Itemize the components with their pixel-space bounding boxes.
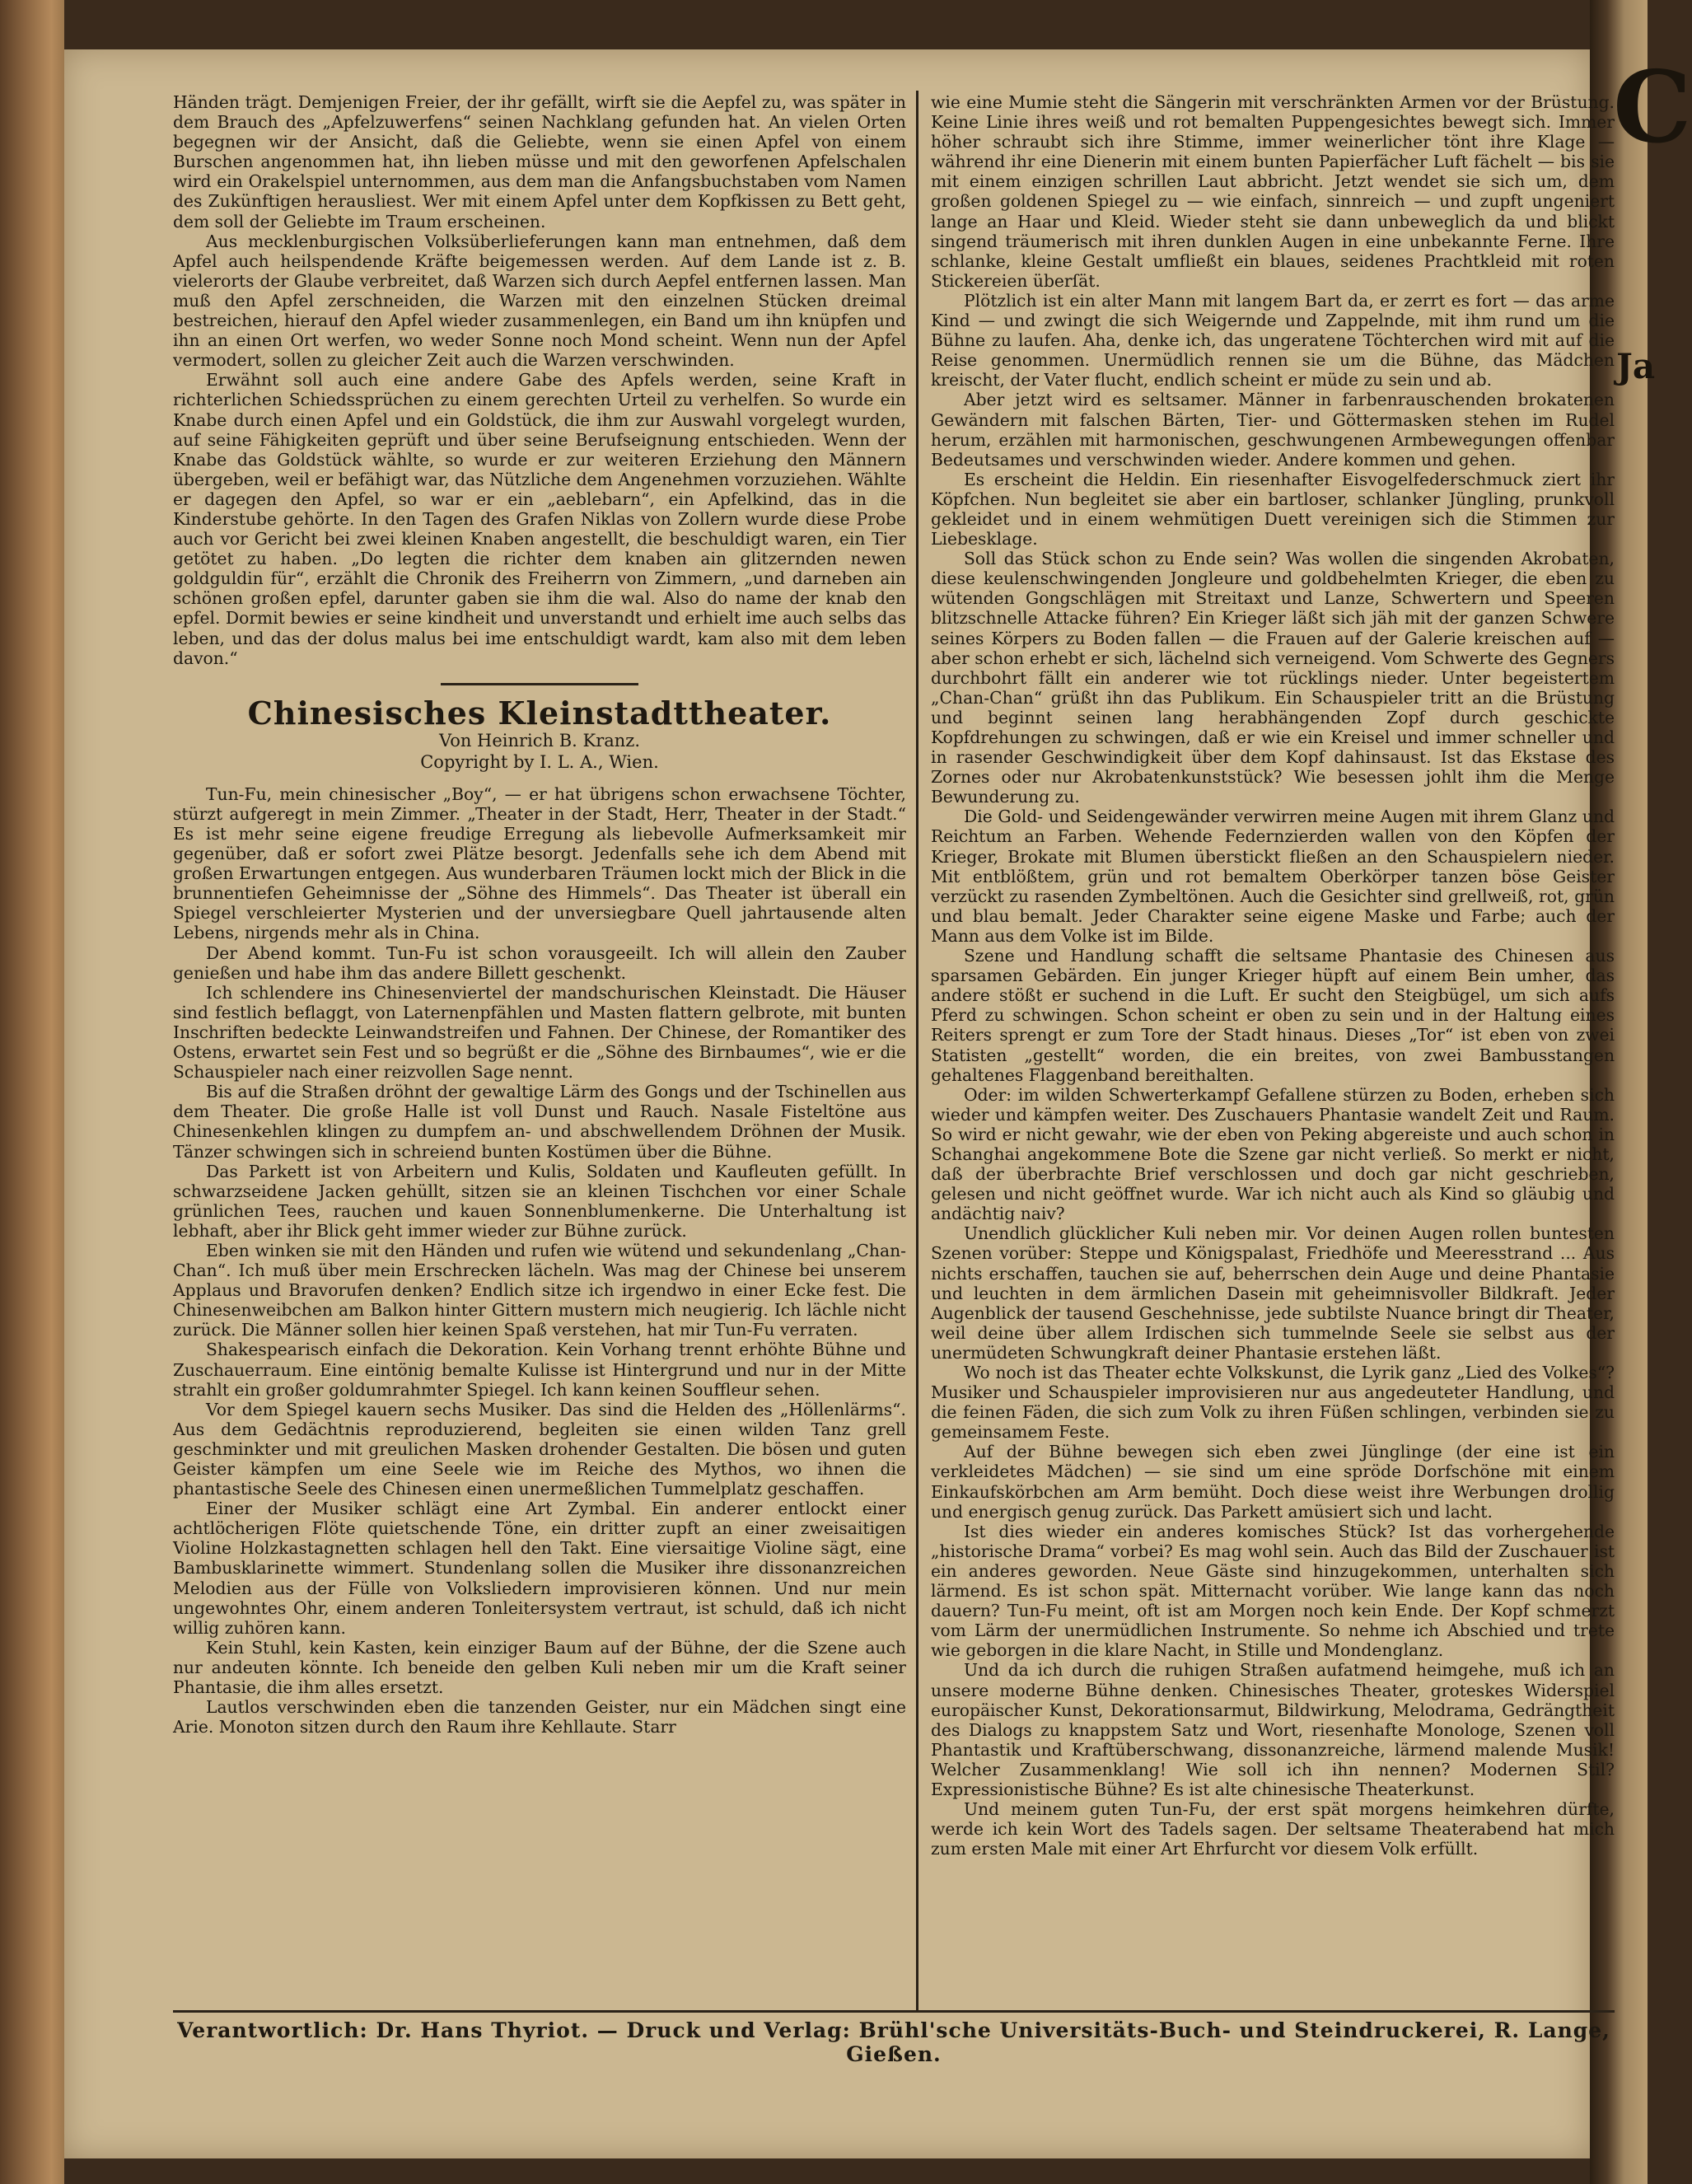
paragraph: Soll das Stück schon zu Ende sein? Was wollen die singenden Akrobaten, diese keulenschwingenden Jongleure und goldbehelmten Krieger, die eben zu wütenden Gongschlägen mit Streitaxt und Lanze, Schwertern und Speeren blitzschnelle Attacke führen? Ein Krieger läßt sich jäh mit der ganzen Schwere seines Körpers zu Boden fallen — die Frauen auf der Galerie kreischen auf — aber schon erhebt er sich, lächelnd sich verneigend. Vom Schwerte des Gegners durchbohrt fällt ein anderer wie tot rücklings nieder. Unter begeistertem „Chan-Chan“ grüßt ihn das Publikum. Ein Schauspieler tritt an die Brüstung und beginnt seinen lang herabhängenden Zopf durch geschickte Kopfdrehungen zu schwingen, daß er wie ein Kreisel und immer schneller und in rasender Geschwindigkeit über dem Kopf dahinsaust. Ist das Ekstase des Zornes oder nur Akrobatenkunststück? Wie besessen johlt ihm die Menge Bewunderung zu.	[931, 549, 1615, 807]
adjacent-page-glyph-small: Ja	[1616, 346, 1656, 386]
paragraph: Eben winken sie mit den Händen und rufen wie wütend und sekundenlang „Chan-Chan“. Ich muß über mein Erschrecken lächeln. Was mag der Chinese bei unserem Applaus und Bravorufen denken? Endlich sitze ich irgendwo in einer Ecke fest. Die Chinesenweibchen am Balkon hinter Gittern mustern mich neugierig. Ich lächle nicht zurück. Die Männer sollen hier keinen Spaß verstehen, hat mir Tun-Fu verraten.	[173, 1240, 906, 1340]
paragraph: Einer der Musiker schlägt eine Art Zymbal. Ein anderer entlockt einer achtlöcherigen Flöte quietschende Töne, ein dritter zupft an einer zweisaitigen Violine Holzkastagnetten schlagen hell den Takt. Eine viersaitige Violine sägt, eine Bambusklarinette wimmert. Stundenlang sollen die Musiker ihre dissonanzreichen Melodien aus der Fülle von Volksliedern improvisieren können. Und nur mein ungewohntes Ohr, einem anderen Tonleitersystem vertraut, ist schuld, daß ich nicht willig zuhören kann.	[173, 1499, 906, 1638]
paragraph: Szene und Handlung schafft die seltsame Phantasie des Chinesen aus sparsamen Gebärden. Ein junger Krieger hüpft auf einem Bein umher, das andere stößt er suchend in die Luft. Er sucht den Steigbügel, um sich aufs Pferd zu schwingen. Schon scheint er oben zu sein und in der Haltung eines Reiters sprengt er zum Tore der Stadt hinaus. Dieses „Tor“ ist eben von zwei Statisten „gestellt“ worden, die ein breites, von zwei Bambusstangen gehaltenes Flaggenband bereithalten.	[931, 946, 1615, 1085]
previous-article-continuation	[173, 92, 906, 668]
paragraph: Ist dies wieder ein anderes komisches Stück? Ist das vorhergehende „historische Drama“ vorbei? Es mag wohl sein. Auch das Bild der Zuschauer ist ein anderes geworden. Neue Gäste sind hinzugekommen, unterhalten sich lärmend. Es ist schon spät. Mitternacht vorüber. Wie lange kann das noch dauern? Tun-Fu meint, oft ist am Morgen noch kein Ende. Der Kopf schmerzt vom Lärm der unermüdlichen Instrumente. So nehme ich Abschied und trete wie geborgen in die klare Nacht, in Stille und Mondenglanz.	[931, 1521, 1615, 1661]
paragraph: Bis auf die Straßen dröhnt der gewaltige Lärm des Gongs und der Tschinellen aus dem Theater. Die große Halle ist voll Dunst und Rauch. Nasale Fisteltöne aus Chinesenkehlen klingen zu dumpfem an- und abschwellendem Dröhnen der Musik. Tänzer schwingen sich in schreiend bunten Kostümen über die Bühne.	[173, 1082, 906, 1162]
book-binding	[0, 0, 64, 2184]
paragraph: Das Parkett ist von Arbeitern und Kulis, Soldaten und Kaufleuten gefüllt. In schwarzseidene Jacken gehüllt, sitzen sie an kleinen Tischchen vor einer Schale grünlichen Tees, rauchen und kauen Sonnenblumenkerne. Die Unterhaltung ist lebhaft, aber ihr Blick geht immer wieder zur Bühne zurück.	[173, 1161, 906, 1241]
paragraph: Der Abend kommt. Tun-Fu ist schon vorausgeeilt. Ich will allein den Zauber genießen und habe ihm das andere Billett geschenkt.	[173, 942, 906, 983]
adjacent-page-glyph: C	[1613, 49, 1692, 166]
paragraph: Händen trägt. Demjenigen Freier, der ihr gefällt, wirft sie die Aepfel zu, was später in dem Brauch des „Apfelzuwerfens“ seinen Nachklang gefunden hat. An vielen Orten begegnen wir der Ansicht, daß die Geliebte, wenn sie einen Apfel von einem Burschen angenommen hat, ihn lieben müsse und mit den geworfenen Apfelschalen wird ein Orakelspiel unternommen, aus dem man die Anfangsbuchstaben vom Namen des Zukünftigen herausliest. Wer mit einem Apfel unter dem Kopfkissen zu Bett geht, dem soll der Geliebte im Traum erscheinen.	[173, 92, 906, 231]
paragraph: Aber jetzt wird es seltsamer. Männer in farbenrauschenden brokatenen Gewändern mit falschen Bärten, Tier- und Göttermasken stehen im Rudel herum, erzählen mit harmonischen, geschwungenen Armbewegungen offenbar Bedeutsames und verschwinden wieder. Andere kommen und gehen.	[931, 390, 1615, 470]
paragraph: Unendlich glücklicher Kuli neben mir. Vor deinen Augen rollen buntesten Szenen vorüber: Steppe und Königspalast, Friedhöfe und Meeresstrand ... Aus nichts erschaffen, tauchen sie auf, beherrschen dein Auge und deine Phantasie und leuchten in dem ärmlichen Dasein mit geheimnisvoller Bildkraft. Jeder Augenblick der tausend Geschehnisse, jede subtilste Nuance bringt dir Theater, weil deine über allem Irdischen sich tummelnde Seele sie selbst aus der unermüdeten Schwungkraft deiner Phantasie erstehen läßt.	[931, 1223, 1615, 1363]
paragraph: Shakespearisch einfach die Dekoration. Kein Vorhang trennt erhöhte Bühne und Zuschauerraum. Eine eintönig bemalte Kulisse ist Hintergrund und nur in der Mitte strahlt ein großer goldumrahmter Spiegel. Ich kann keinen Souffleur sehen.	[173, 1340, 906, 1400]
paragraph: Plötzlich ist ein alter Mann mit langem Bart da, er zerrt es fort — das arme Kind — und zwingt die sich Weigernde und Zappelnde, mit ihm rund um die Bühne zu laufen. Aha, denke ich, das ungeratene Töchterchen wird mit auf die Reise genommen. Unermüdlich rennen sie um die Bühne, das Mädchen kreischt, der Vater flucht, endlich scheint er müde zu sein und ab.	[931, 290, 1615, 391]
paragraph: wie eine Mumie steht die Sängerin mit verschränkten Armen vor der Brüstung. Keine Linie ihres weiß und rot bemalten Puppengesichtes bewegt sich. Immer höher schraubt sich ihre Stimme, immer weinerlicher tönt ihre Klage — während ihr eine Dienerin mit einem bunten Papierfächer Luft fächelt — bis sie mit einem einzigen schrillen Laut abbricht. Jetzt wendet sie sich um, dem großen goldenen Spiegel zu — wie einfach, sinnreich — und zupft ungeniert lange an Haar und Kleid. Wieder steht sie dann unbeweglich da und blickt singend träumerisch mit ihren dunklen Augen in eine unbekannte Ferne. Ihre schlanke, kleine Gestalt umfließt ein blaues, seidenes Prachtkleid mit roten Stickereien überſät.	[931, 92, 1615, 291]
article-separator	[441, 683, 638, 685]
footer-rule	[173, 2010, 1615, 2013]
imprint-footer: Verantwortlich: Dr. Hans Thyriot. — Druck und Verlag: Brühl'sche Universitäts-Buch- und Steindruckerei, R. Lange, Gießen.	[177, 2018, 1610, 2066]
paragraph: Erwähnt soll auch eine andere Gabe des Apfels werden, seine Kraft in richterlichen Schiedssprüchen zu einem gerechten Urteil zu verhelfen. So wurde ein Knabe durch einen Apfel und ein Goldstück, die ihm zur Auswahl vorgelegt wurden, auf seine Fähigkeiten geprüft und über seine Berufseignung entschieden. Wenn der Knabe das Goldstück wählte, so wurde er zur weiteren Erziehung den Männern übergeben, weil er befähigt war, das Nützliche dem Angenehmen vorzuziehen. Wählte er dagegen den Apfel, so war er ein „aeblebarn“, ein Apfelkind, das in die Kinderstube gehörte. In den Tagen des Grafen Niklas von Zollern wurde diese Probe auch vor Gericht bei zwei kleinen Knaben angestellt, die beschuldigt waren, ein Tier getötet zu haben. „Do legten die richter dem knaben ain glitzernden newen goldguldin für“, erzählt die Chronik des Freiherrn von Zimmern, „und darneben ain schönen großen epfel, darunter gaben sie ihm die wal. Also do name der knab den epfel. Dormit bewies er seine kindheit und unverstandt und erhielt ime auch selbs das leben, und das der dolus malus bei ime entschuldigt wardt, kam also mit dem leben davon.“	[173, 370, 906, 668]
paragraph: Kein Stuhl, kein Kasten, kein einziger Baum auf der Bühne, der die Szene auch nur andeuten könnte. Ich beneide den gelben Kuli neben mir um die Kraft seiner Phantasie, die ihm alles ersetzt.	[173, 1637, 906, 1698]
right-column	[931, 92, 1615, 1859]
paragraph: Oder: im wilden Schwerterkampf Gefallene stürzen zu Boden, erheben sich wieder und kämpfen weiter. Des Zuschauers Phantasie wandelt Zeit und Raum. So wird er nicht gewahr, wie der eben von Peking abgereiste und auch schon in Schanghai angekommene Bote die Szene gar nicht verließ. So merkt er nicht, daß der überbrachte Brief verschlossen und doch gar nicht geschrieben, gelesen und nicht geöffnet wurde. War ich nicht auch als Kind so gläubig und andächtig naiv?	[931, 1084, 1615, 1224]
paragraph: Auf der Bühne bewegen sich eben zwei Jünglinge (der eine ist ein verkleidetes Mädchen) — sie sind um eine spröde Dorfschöne mit einem Einkaufskörbchen am Arm bemüht. Doch diese weist ihre Werbungen drollig und energisch genug zurück. Das Parkett amüsiert sich und lacht.	[931, 1442, 1615, 1522]
column-divider	[916, 91, 918, 2010]
paragraph: Und da ich durch die ruhigen Straßen aufatmend heimgehe, muß ich an unsere moderne Bühne denken. Chinesisches Theater, groteskes Widerspiel europäischer Kunst, Dekorationsarmut, Bildwirkung, Melodrama, Gedrängtheit des Dialogs zu knappstem Satz und Wort, riesenhafte Monologe, Szenen voll Phantastik und Kraftüberschwang, dissonanzreiche, lärmend malende Musik! Welcher Zusammenklang! Wie soll ich ihn nennen? Modernen Stil? Expressionistische Bühne? Es ist alte chinesische Theaterkunst.	[931, 1660, 1615, 1799]
paragraph: Wo noch ist das Theater echte Volkskunst, die Lyrik ganz „Lied des Volkes“? Musiker und Schauspieler improvisieren nur aus angedeuteter Handlung, und die feinen Fäden, die sich zum Volk zu ihren Füßen schlingen, verbinden sie zu gemeinsamem Feste.	[931, 1363, 1615, 1443]
article-title: Chinesisches Kleinstadttheater.	[247, 694, 832, 732]
paragraph: Lautlos verschwinden eben die tanzenden Geister, nur ein Mädchen singt eine Arie. Monoton sitzen durch den Raum ihre Kehllaute. Starr	[173, 1697, 906, 1737]
paragraph: Tun-Fu, mein chinesischer „Boy“, — er hat übrigens schon erwachsene Töchter, stürzt aufgeregt in mein Zimmer. „Theater in der Stadt, Herr, Theater in der Stadt.“ Es ist mehr seine eigene freudige Erregung als liebevolle Aufmerksamkeit mir gegenüber, daß er sofort zwei Plätze besorgt. Jedenfalls sehe ich dem Abend mit großen Erwartungen entgegen. Aus wunderbaren Träumen lockt mich der Blick in die brunnentiefen Geheimnisse der „Söhne des Himmels“. Das Theater ist überall ein Spiegel verschleierter Mysterien und der unversiegbare Quell jahrtausende alten Lebens, nirgends mehr als in China.	[173, 783, 906, 943]
article-copyright: Copyright by I. L. A., Wien.	[420, 751, 659, 772]
paragraph: Aus mecklenburgischen Volksüberlieferungen kann man entnehmen, daß dem Apfel auch heilspendende Kräfte beigemessen werden. Auf dem Lande ist z. B. vielerorts der Glaube verbreitet, daß Warzen sich durch Aepfel entfernen lassen. Man muß den Apfel zerschneiden, die Warzen mit den einzelnen Stücken dreimal bestreichen, hierauf den Apfel wieder zusammenlegen, ein Band um ihn knüpfen und ihn an einen Ort werfen, wo weder Sonne noch Mond scheint. Wenn nun der Apfel vermodert, sollen zu gleicher Zeit auch die Warzen verschwinden.	[173, 231, 906, 371]
paragraph: Es erscheint die Heldin. Ein riesenhafter Eisvogelfederschmuck ziert ihr Köpfchen. Nun begleitet sie aber ein bartloser, schlanker Jüngling, prunkvoll gekleidet und in einem wehmütigen Duett vereinigen sich die Stimmen zur Liebesklage.	[931, 469, 1615, 550]
paragraph: Vor dem Spiegel kauern sechs Musiker. Das sind die Helden des „Höllenlärms“. Aus dem Gedächtnis reproduzierend, begleiten sie einen wilden Tanz grell geschminkter und mit greulichen Masken drohender Gestalten. Die bösen und guten Geister kämpfen um eine Seele wie im Reiche des Mythos, wo ihnen die phantastische Seele des Chinesen einen unermeßlichen Tummelplatz geschaffen.	[173, 1399, 906, 1499]
article-body	[173, 784, 906, 1737]
left-column	[173, 92, 906, 1737]
paragraph: Die Gold- und Seidengewänder verwirren meine Augen mit ihrem Glanz und Reichtum an Farben. Wehende Federnzierden wallen von den Köpfen der Krieger, Brokate mit Blumen überstickt fließen an den Schauspielern nieder. Mit entblößtem, grün und rot bemaltem Oberkörper tanzen böse Geister verzückt zu rasenden Zymbeltönen. Auch die Gesichter sind grellweiß, rot, grün und blau bemalt. Jeder Charakter seine eigene Maske und Farbe; auch der Mann aus dem Volke ist im Bilde.	[931, 807, 1615, 946]
article-byline: Von Heinrich B. Kranz.	[438, 730, 641, 751]
paragraph: Und meinem guten Tun-Fu, der erst spät morgens heimkehren dürfte, werde ich kein Wort des Tadels sagen. Der seltsame Theaterabend hat mich zum ersten Male mit einer Art Ehrfurcht vor diesem Volk erfüllt.	[931, 1799, 1615, 1859]
paragraph: Ich schlendere ins Chinesenviertel der mandschurischen Kleinstadt. Die Häuser sind festlich beflaggt, von Laternenpfählen und Masten flattern gelbrote, mit bunten Inschriften bedeckte Leinwandstreifen und Fahnen. Der Chinese, der Romantiker des Ostens, erwartet sein Fest und so begrüßt er die „Söhne des Birnbaumes“, wie er die Schauspieler nach einer reizvollen Sage nennt.	[173, 982, 906, 1083]
